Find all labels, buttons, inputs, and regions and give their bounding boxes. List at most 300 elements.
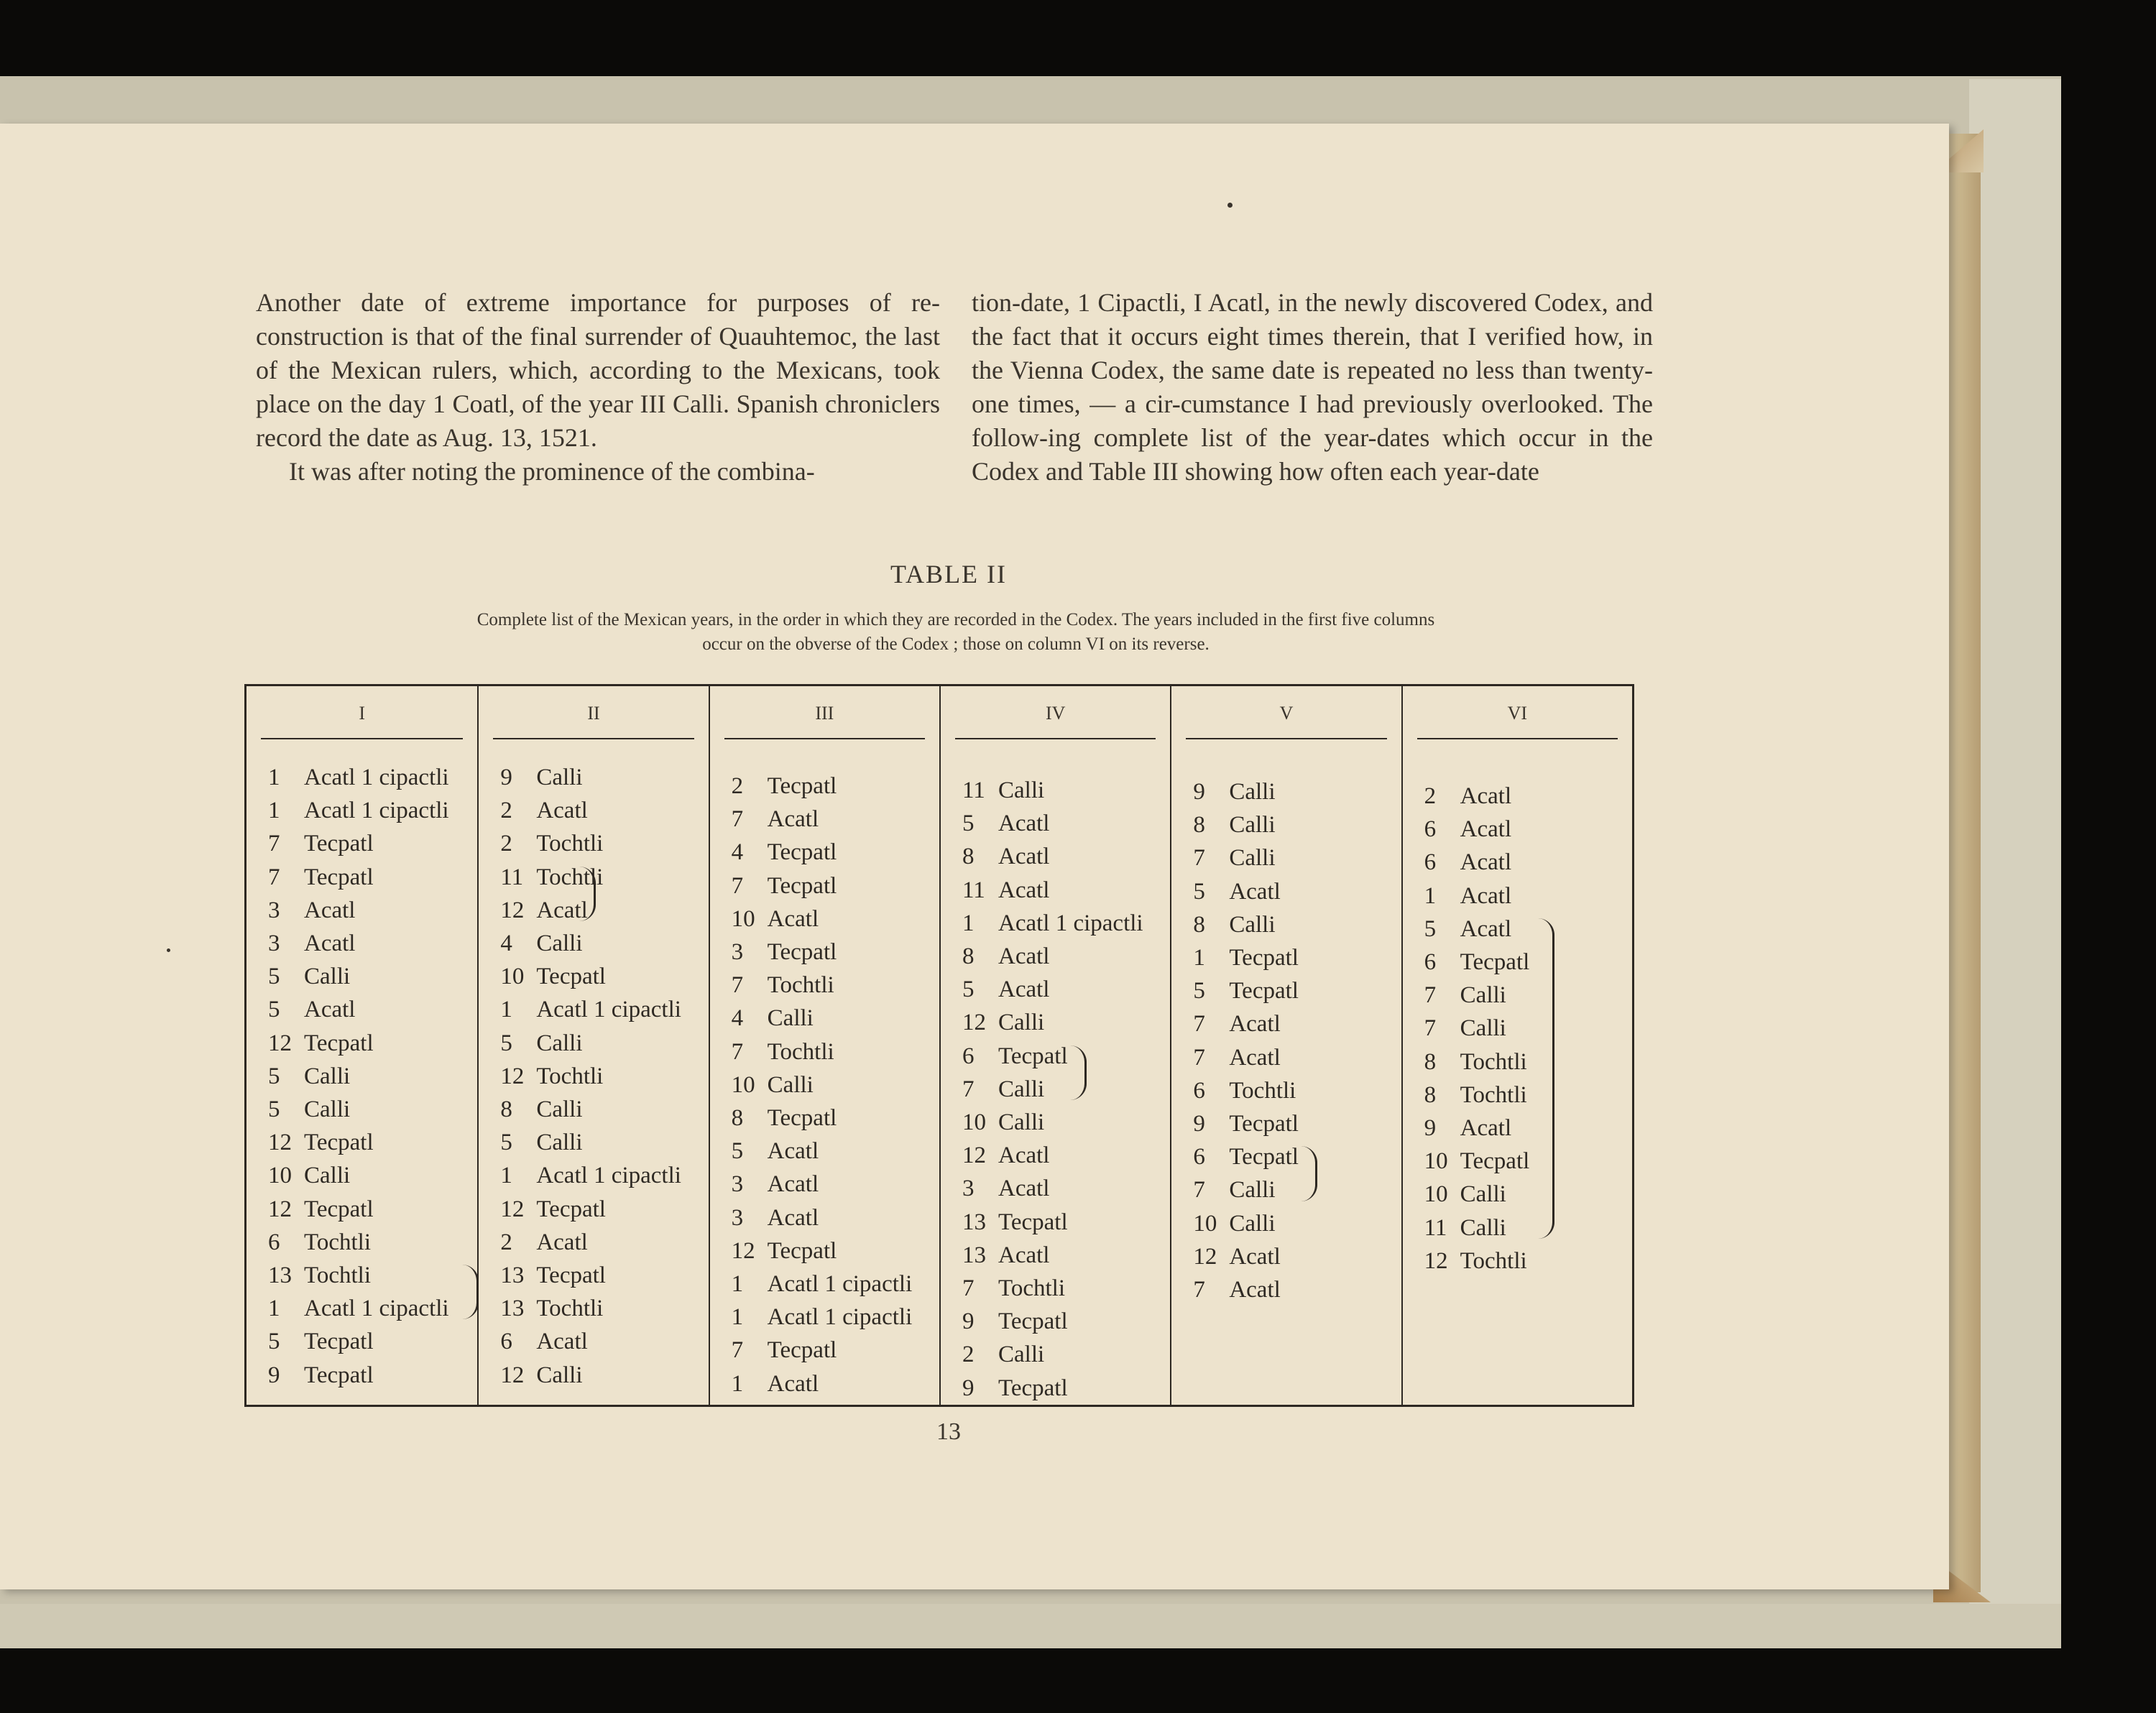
ink-speck: [1227, 203, 1233, 208]
year-sign: Tochtli: [1460, 1048, 1527, 1075]
year-number: 8: [500, 1096, 512, 1123]
paragraph: tion-date, 1 Cipactli, I Acatl, in the newly discovered Codex, and the fact that it occurs eight times therein, that I verified how, in the Vienna Codex, the same date is repeated no less than twenty-one times, — a cir-cumstance I had previously overlooked. The follow-ing complete list of the year-dates which occur in the Codex and Table III showing how often each year-date: [972, 288, 1653, 486]
backing-board-edge: [1969, 79, 2061, 1610]
year-number: 13: [268, 1262, 292, 1289]
year-entry: [1424, 913, 1530, 946]
year-number: 11: [962, 877, 985, 903]
year-number: 1: [500, 1163, 512, 1189]
year-entry: [500, 1093, 681, 1126]
year-sign: Tecpatl: [767, 1105, 837, 1132]
year-number: 12: [268, 1130, 292, 1156]
year-sign: Calli: [1229, 845, 1276, 872]
year-entry: [500, 1325, 681, 1358]
year-entry: [268, 927, 449, 960]
year-sign: Tochtli: [767, 1038, 834, 1065]
year-number: 9: [268, 1362, 280, 1388]
year-number: 7: [268, 864, 280, 890]
year-sign: Tecpatl: [767, 939, 837, 966]
year-entry: [1424, 1045, 1530, 1079]
year-entry: [268, 1325, 449, 1358]
year-number: 12: [500, 1063, 525, 1089]
year-entry: [732, 1268, 913, 1301]
year-number: 3: [731, 1171, 744, 1198]
year-number: 6: [1193, 1144, 1205, 1171]
year-sign: Calli: [1229, 812, 1276, 839]
year-number: 1: [268, 798, 280, 824]
year-entry: [1424, 879, 1530, 913]
year-sign: Tecpatl: [304, 831, 374, 857]
year-entry: [962, 807, 1143, 840]
year-entry: [732, 1234, 913, 1268]
year-number: 4: [731, 1005, 744, 1032]
year-sign: Acatl: [1229, 878, 1281, 905]
year-number: 3: [268, 897, 280, 923]
year-number: 2: [500, 831, 512, 857]
year-number: 2: [500, 798, 512, 824]
year-entry: [268, 794, 449, 827]
year-entry: [962, 973, 1143, 1006]
year-number: 10: [500, 964, 525, 990]
year-entry: [962, 1073, 1143, 1106]
year-sign: Acatl: [998, 1142, 1050, 1169]
year-number: 9: [962, 1375, 975, 1401]
caption-line: Complete list of the Mexican years, in the order in which they are recorded in the Codex. The years included in the first five columns: [476, 610, 1435, 629]
year-number: 7: [1193, 1044, 1205, 1071]
year-entry: [500, 1259, 681, 1292]
year-sign: Calli: [1460, 1214, 1506, 1241]
year-number: 8: [962, 943, 975, 970]
year-entry: [732, 803, 913, 836]
column-header: V: [1186, 701, 1386, 739]
year-number: 12: [500, 1196, 525, 1222]
year-number: 1: [731, 1304, 744, 1331]
year-sign: Acatl: [998, 1242, 1050, 1268]
year-sign: Acatl: [1229, 1243, 1281, 1270]
year-entry: [268, 1027, 449, 1060]
year-sign: Acatl: [767, 1138, 819, 1165]
year-number: 1: [1193, 945, 1205, 971]
year-entry: [268, 1126, 449, 1159]
year-number: 6: [1424, 949, 1437, 976]
year-number: 5: [731, 1138, 744, 1165]
year-number: 9: [962, 1308, 975, 1335]
year-number: 2: [1424, 783, 1437, 809]
year-entry: [1424, 1245, 1530, 1278]
table-column: [709, 686, 939, 1405]
year-sign: Acatl: [536, 897, 588, 923]
year-sign: Tecpatl: [998, 1043, 1068, 1069]
year-number: 5: [500, 1030, 512, 1056]
year-number: 8: [1424, 1048, 1437, 1075]
backing-board-bottom: [0, 1604, 2061, 1648]
year-sign: Acatl 1 cipactli: [536, 1163, 681, 1189]
year-entry: [268, 1060, 449, 1093]
year-number: 5: [962, 976, 975, 1003]
text-column-left: [256, 286, 940, 489]
year-entry: [1424, 780, 1530, 813]
year-number: 6: [962, 1043, 975, 1069]
paragraph: It was after noting the prominence of the combina-: [289, 457, 815, 486]
year-list: [500, 761, 681, 1392]
year-number: 4: [731, 839, 744, 866]
year-entry: [962, 907, 1143, 940]
year-sign: Acatl: [536, 1229, 588, 1255]
year-entry: [732, 869, 913, 902]
year-sign: Acatl: [998, 976, 1050, 1003]
year-number: 7: [731, 872, 744, 899]
year-sign: Calli: [998, 1342, 1045, 1368]
year-entry: [732, 1201, 913, 1234]
table-column: [247, 686, 477, 1405]
year-sign: Calli: [304, 1163, 351, 1189]
year-entry: [962, 1305, 1143, 1338]
year-sign: Calli: [1229, 1177, 1276, 1204]
year-sign: Acatl: [998, 811, 1050, 837]
year-entry: [1424, 1079, 1530, 1112]
year-sign: Tecpatl: [304, 1130, 374, 1156]
year-entry: [268, 1259, 449, 1292]
year-list: [732, 770, 913, 1400]
year-sign: Acatl: [1460, 915, 1512, 942]
year-number: 6: [1424, 849, 1437, 876]
year-entry: [1193, 974, 1299, 1007]
year-number: 7: [1424, 982, 1437, 1009]
year-entry: [1424, 1145, 1530, 1178]
column-header: II: [493, 701, 694, 739]
year-number: 5: [268, 1063, 280, 1089]
table-title: TABLE II: [890, 560, 1008, 588]
year-sign: Acatl 1 cipactli: [998, 910, 1143, 936]
year-sign: Acatl: [1229, 1277, 1281, 1303]
year-entry: [1424, 1012, 1530, 1045]
year-sign: Calli: [536, 931, 583, 957]
year-sign: Tecpatl: [998, 1308, 1068, 1335]
year-entry: [962, 840, 1143, 873]
year-number: 7: [962, 1076, 975, 1102]
year-number: 1: [268, 765, 280, 790]
year-entry: [732, 1334, 913, 1367]
year-number: 12: [268, 1030, 292, 1056]
year-sign: Tecpatl: [1460, 949, 1530, 976]
year-sign: Acatl 1 cipactli: [304, 798, 449, 824]
year-sign: Acatl: [998, 844, 1050, 870]
year-sign: Calli: [767, 1071, 814, 1098]
year-entry: [1193, 1007, 1299, 1040]
year-sign: Tochtli: [304, 1262, 372, 1289]
year-number: 3: [731, 1204, 744, 1231]
year-entry: [1424, 813, 1530, 846]
year-entry: [732, 770, 913, 803]
year-sign: Acatl: [767, 1370, 819, 1397]
table-caption: [309, 608, 1603, 657]
year-number: 12: [731, 1237, 755, 1264]
year-entry: [1193, 1041, 1299, 1074]
year-number: 7: [731, 972, 744, 999]
year-number: 10: [731, 1071, 755, 1098]
year-number: 2: [500, 1229, 512, 1255]
year-entry: [500, 794, 681, 827]
year-sign: Tochtli: [536, 1296, 604, 1322]
year-number: 1: [962, 910, 975, 936]
year-number: 10: [1193, 1210, 1217, 1237]
year-entry: [268, 861, 449, 894]
year-entry: [732, 1068, 913, 1102]
year-entry: [1193, 1074, 1299, 1107]
year-number: 7: [268, 831, 280, 857]
year-number: 12: [268, 1196, 292, 1222]
year-entry: [500, 1159, 681, 1192]
year-number: 8: [962, 844, 975, 870]
year-sign: Acatl 1 cipactli: [767, 1271, 913, 1298]
year-sign: Tochtli: [767, 972, 834, 999]
year-sign: Tecpatl: [998, 1375, 1068, 1401]
text-column-right: [972, 286, 1653, 489]
year-number: 7: [731, 806, 744, 833]
year-sign: Tochtli: [1460, 1081, 1527, 1108]
year-number: 5: [268, 997, 280, 1023]
year-sign: Tecpatl: [304, 1030, 374, 1056]
year-number: 12: [1193, 1243, 1217, 1270]
year-sign: Acatl 1 cipactli: [304, 1296, 449, 1322]
year-sign: Tecpatl: [998, 1209, 1068, 1235]
year-sign: Tecpatl: [767, 1237, 837, 1264]
year-number: 5: [1193, 978, 1205, 1005]
year-entry: [962, 1172, 1143, 1205]
year-entry: [1193, 908, 1299, 941]
year-entry: [500, 1226, 681, 1259]
year-entry: [268, 894, 449, 927]
year-entry: [268, 1159, 449, 1192]
year-sign: Calli: [536, 765, 583, 790]
year-number: 11: [962, 777, 985, 803]
year-number: 1: [1424, 882, 1437, 909]
year-number: 12: [1424, 1247, 1448, 1274]
year-entry: [1424, 979, 1530, 1012]
year-entry: [732, 1135, 913, 1168]
year-entry: [500, 827, 681, 860]
year-entry: [1424, 846, 1530, 879]
year-entry: [732, 836, 913, 869]
year-entry: [1424, 946, 1530, 979]
year-entry: [268, 1359, 449, 1392]
year-number: 7: [1424, 1015, 1437, 1042]
year-sign: Acatl: [536, 1329, 588, 1355]
year-sign: Tochtli: [304, 1229, 372, 1255]
column-header: IV: [955, 701, 1156, 739]
year-sign: Tecpatl: [304, 1362, 374, 1388]
year-sign: Tochtli: [536, 1063, 604, 1089]
year-entry: [732, 1035, 913, 1068]
year-number: 10: [1424, 1181, 1448, 1208]
year-sign: Tecpatl: [304, 1196, 374, 1222]
year-sign: Tecpatl: [767, 773, 837, 799]
year-sign: Acatl 1 cipactli: [767, 1304, 913, 1331]
year-sign: Tochtli: [1460, 1247, 1527, 1274]
year-entry: [732, 902, 913, 936]
year-entry: [500, 1126, 681, 1159]
year-entry: [500, 761, 681, 794]
column-header: III: [724, 701, 925, 739]
year-sign: Tecpatl: [1460, 1148, 1530, 1175]
year-sign: Calli: [304, 1063, 351, 1089]
year-entry: [1193, 1173, 1299, 1206]
year-number: 5: [268, 1329, 280, 1355]
year-number: 10: [268, 1163, 292, 1189]
year-number: 9: [500, 765, 512, 790]
year-sign: Acatl: [1460, 783, 1512, 809]
year-sign: Tecpatl: [767, 1337, 837, 1364]
year-entry: [962, 1372, 1143, 1405]
year-sign: Acatl: [1229, 1044, 1281, 1071]
year-sign: Tecpatl: [304, 1329, 374, 1355]
year-entry: [732, 1168, 913, 1201]
year-number: 10: [962, 1109, 986, 1136]
ink-speck: [167, 948, 170, 952]
year-list: [268, 761, 449, 1392]
year-sign: Calli: [1460, 982, 1506, 1009]
year-entry: [732, 1301, 913, 1334]
year-entry: [732, 1367, 913, 1400]
year-entry: [962, 1338, 1143, 1371]
year-number: 10: [1424, 1148, 1448, 1175]
year-sign: Acatl: [1229, 1011, 1281, 1038]
year-sign: Calli: [1460, 1015, 1506, 1042]
year-number: 9: [1193, 1111, 1205, 1137]
year-number: 5: [962, 811, 975, 837]
caption-line: occur on the obverse of the Codex ; those on column VI on its reverse.: [702, 634, 1210, 654]
year-sign: Calli: [1229, 911, 1276, 938]
year-sign: Calli: [304, 964, 351, 990]
year-number: 13: [500, 1262, 525, 1289]
year-sign: Tecpatl: [536, 1262, 606, 1289]
year-sign: Tecpatl: [767, 872, 837, 899]
year-sign: Tochtli: [998, 1275, 1066, 1302]
year-number: 7: [1193, 1277, 1205, 1303]
year-entry: [500, 993, 681, 1026]
year-sign: Acatl: [536, 798, 588, 824]
year-number: 7: [1193, 1177, 1205, 1204]
year-entry: [1193, 1207, 1299, 1240]
year-entry: [962, 940, 1143, 973]
year-entry: [962, 1272, 1143, 1305]
year-sign: Calli: [304, 1096, 351, 1123]
year-sign: Calli: [998, 1109, 1045, 1136]
year-number: 5: [1193, 878, 1205, 905]
year-sign: Tecpatl: [536, 964, 606, 990]
year-sign: Acatl 1 cipactli: [304, 765, 449, 790]
year-list: [1193, 775, 1299, 1306]
year-entry: [268, 1226, 449, 1259]
year-sign: Acatl: [998, 877, 1050, 903]
year-number: 12: [500, 1362, 525, 1388]
year-number: 8: [1193, 911, 1205, 938]
year-number: 9: [1424, 1115, 1437, 1142]
year-sign: Tecpatl: [1229, 945, 1299, 971]
year-entry: [962, 1139, 1143, 1172]
year-sign: Calli: [1229, 779, 1276, 805]
year-sign: Calli: [998, 1076, 1045, 1102]
year-entry: [732, 1102, 913, 1135]
year-number: 6: [1424, 816, 1437, 843]
grouping-brace: [579, 867, 596, 921]
year-entry: [500, 1359, 681, 1392]
year-number: 6: [268, 1229, 280, 1255]
year-entry: [1193, 1140, 1299, 1173]
year-entry: [962, 1040, 1143, 1073]
year-number: 7: [1193, 845, 1205, 872]
year-sign: Acatl: [767, 905, 819, 932]
year-sign: Acatl: [998, 943, 1050, 970]
year-number: 3: [268, 931, 280, 957]
year-list: [1424, 780, 1530, 1278]
year-sign: Calli: [767, 1005, 814, 1032]
grouping-brace: [462, 1265, 479, 1319]
year-sign: Tecpatl: [304, 864, 374, 890]
year-number: 7: [962, 1275, 975, 1302]
table-column: [1401, 686, 1632, 1405]
year-number: 4: [500, 931, 512, 957]
year-sign: Calli: [536, 1130, 583, 1156]
year-sign: Tecpatl: [767, 839, 837, 866]
year-sign: Acatl 1 cipactli: [536, 997, 681, 1023]
year-entry: [1193, 775, 1299, 808]
year-entry: [1424, 1112, 1530, 1145]
column-header: VI: [1417, 701, 1618, 739]
year-entry: [1193, 808, 1299, 841]
year-entry: [1193, 1273, 1299, 1306]
year-sign: Tecpatl: [536, 1196, 606, 1222]
year-number: 12: [962, 1010, 986, 1036]
year-sign: Tecpatl: [1229, 1144, 1299, 1171]
year-sign: Acatl: [998, 1176, 1050, 1202]
year-number: 5: [500, 1130, 512, 1156]
year-entry: [732, 1002, 913, 1035]
table-column: [1170, 686, 1401, 1405]
year-entry: [500, 960, 681, 993]
year-entry: [500, 1060, 681, 1093]
year-number: 3: [731, 939, 744, 966]
year-number: 13: [962, 1242, 986, 1268]
year-number: 12: [500, 897, 525, 923]
year-entry: [962, 874, 1143, 907]
year-sign: Acatl: [1460, 816, 1512, 843]
year-sign: Calli: [998, 777, 1045, 803]
year-entry: [500, 1292, 681, 1325]
year-number: 3: [962, 1176, 975, 1202]
year-entry: [962, 1206, 1143, 1239]
year-number: 7: [1193, 1011, 1205, 1038]
year-sign: Tecpatl: [1229, 978, 1299, 1005]
year-sign: Acatl: [767, 1171, 819, 1198]
year-number: 5: [1424, 915, 1437, 942]
year-sign: Acatl: [304, 931, 356, 957]
year-number: 5: [268, 964, 280, 990]
year-sign: Acatl: [304, 897, 356, 923]
year-number: 11: [500, 864, 524, 890]
year-number: 10: [731, 905, 755, 932]
year-entry: [500, 1193, 681, 1226]
year-number: 1: [500, 997, 512, 1023]
year-sign: Tochtli: [536, 831, 604, 857]
year-entry: [500, 927, 681, 960]
year-table: [244, 684, 1634, 1407]
year-number: 13: [962, 1209, 986, 1235]
year-sign: Calli: [998, 1010, 1045, 1036]
year-entry: [1193, 1240, 1299, 1273]
year-entry: [1193, 1107, 1299, 1140]
year-number: 6: [1193, 1077, 1205, 1104]
year-sign: Acatl: [1460, 1115, 1512, 1142]
